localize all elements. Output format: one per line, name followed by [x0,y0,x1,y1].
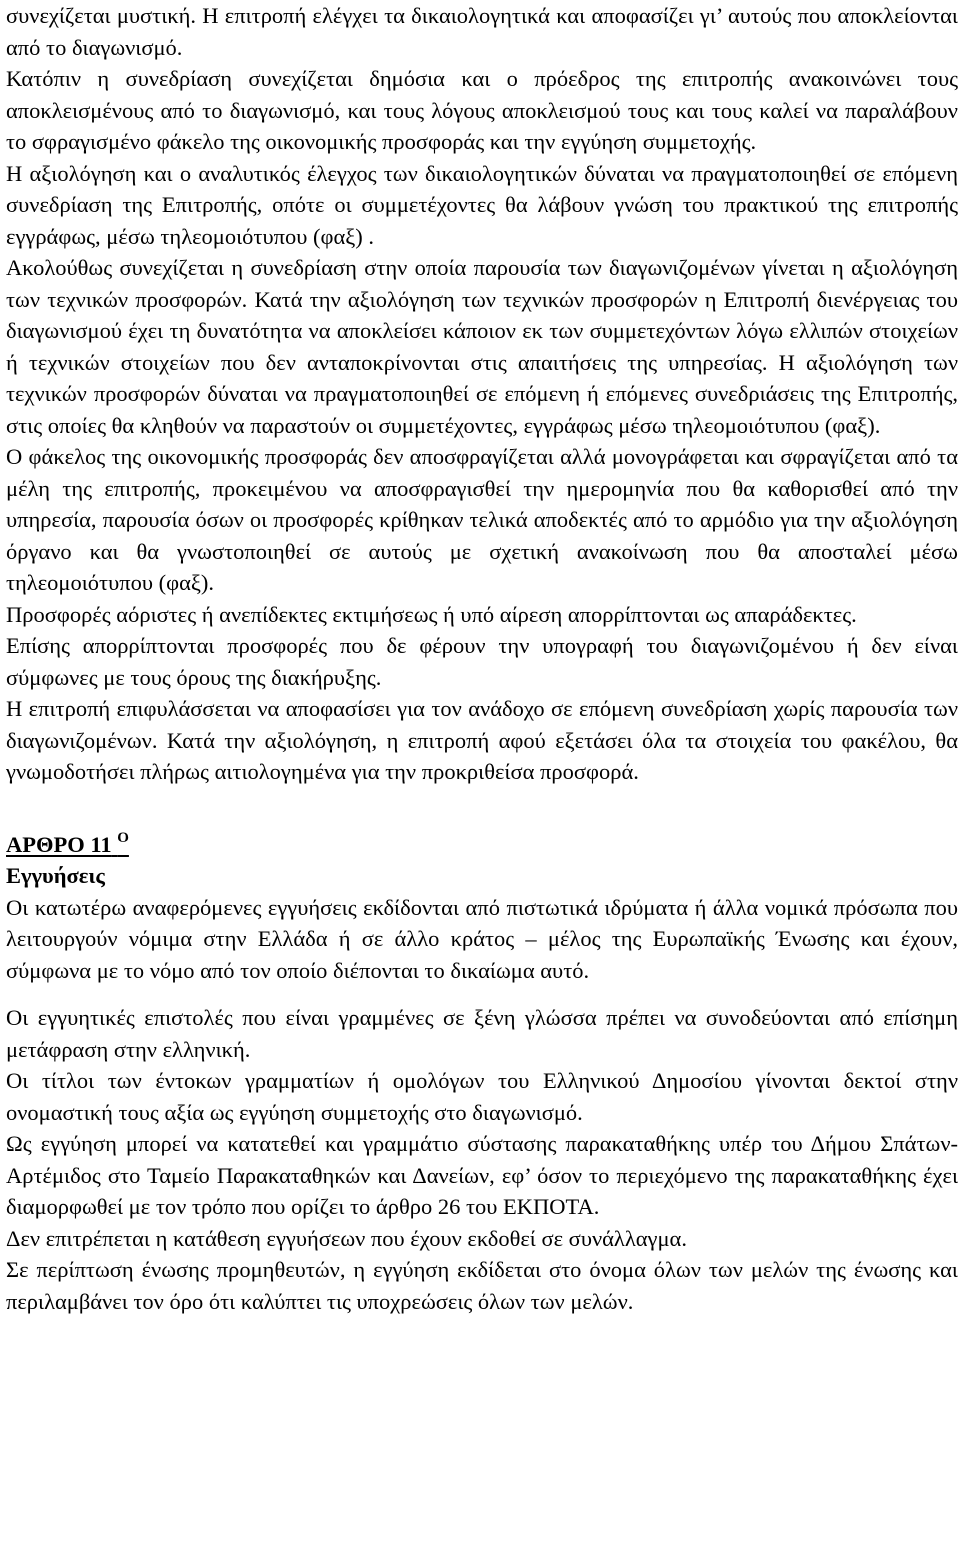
paragraph-foreign-language: Οι εγγυητικές επιστολές που είναι γραμμένες σε ξένη γλώσσα πρέπει να συνοδεύονται από επίσημη μετάφραση στην ελληνική. [6,1005,958,1062]
paragraph-deposit-note: Ως εγγύηση μπορεί να κατατεθεί και γραμμάτιο σύστασης παρακαταθήκης υπέρ του Δήμου Σπάτων-Αρτέμιδος στο Ταμείο Παρακαταθηκών και Δανείων, εφ’ όσον το περιεχόμενο της παρακαταθήκης έχει διαμορφωθεί με τον τρόπο που ορίζει το άρθρο 26 του ΕΚΠΟΤΑ. [6,1131,958,1219]
section-spacer [6,788,958,829]
paragraph-evaluation-documents: Η αξιολόγηση και ο αναλυτικός έλεγχος των δικαιολογητικών δύναται να πραγματοποιηθεί σε επόμενη συνεδρίαση της Επιτροπής, οπότε οι συμμετέχοντες θα λάβουν γνώση του πρακτικού της επιτροπής εγγράφως, μέσω τηλεομοιότυπου (φαξ) . [6,160,958,249]
paragraph-foreign-currency: Δεν επιτρέπεται η κατάθεση εγγυήσεων που έχουν εκδοθεί σε συνάλλαγμα. [6,1225,687,1251]
paragraph-supplier-union: Σε περίπτωση ένωσης προμηθευτών, η εγγύηση εκδίδεται στο όνομα όλων των μελών της ένωσης και περιλαμβάνει τον όρο ότι καλύπτει τις υποχρεώσεις όλων των μελών. [6,1257,958,1314]
article-heading-line [6,829,958,861]
paragraph-guarantee-issuers: Οι κατωτέρω αναφερόμενες εγγυήσεις εκδίδονται από πιστωτικά ιδρύματα ή άλλα νομικά πρόσωπα που λειτουργούν νόμιμα στην Ελλάδα ή σε άλλο κράτος – μέλος της Ευρωπαϊκής Ένωσης και έχουν, σύμφωνα με το νόμο από τον οποίο διέπονται το δικαίωμα αυτό. [6,894,958,983]
paragraph-technical-offers: Ακολούθως συνεχίζεται η συνεδρίαση στην οποία παρουσία των διαγωνιζομένων γίνεται η αξιολόγηση των τεχνικών προσφορών. Κατά την αξιολόγηση των τεχνικών προσφορών η Επιτροπή διενέργειας του διαγωνισμού έχει τη δυνατότητα να αποκλείσει κάποιον εκ των συμμετεχόντων λόγω ελλιπών στοιχείων ή τεχνικών στοιχείων που δεν ανταποκρίνονται στις απαιτήσεις της υπηρεσίας. Η αξιολόγηση των τεχνικών προσφορών δύναται να πραγματοποιηθεί σε επόμενη ή επόμενες συνεδριάσεις της Επιτροπής, στις οποίες θα κληθούν να παραστούν οι συμμετέχοντες, εγγράφως μέσω τηλεομοιότυπου (φαξ). [6,255,958,438]
paragraph-session-secret: συνεχίζεται μυστική. Η επιτροπή ελέγχει τα δικαιολογητικά και αποφασίζει γι’ αυτούς που αποκλείονται από το διαγωνισμό. [6,3,958,60]
document-page [6,0,958,1317]
paragraph-unsigned-offers: Επίσης απορρίπτονται προσφορές που δε φέρουν την υπογραφή του διαγωνιζομένου ή δεν είναι σύμφωνες με τους όρους της διακήρυξης. [6,633,958,690]
article-subheading: Εγγυήσεις [6,863,105,888]
paragraph-committee-decision: Η επιτροπή επιφυλάσσεται να αποφασίσει για τον ανάδοχο σε επόμενη συνεδρίαση χωρίς παρουσία των διαγωνιζομένων. Κατά την αξιολόγηση, η επιτροπή αφού εξετάσει όλα τα στοιχεία του φακέλου, θα γνωμοδοτήσει πλήρως αιτιολογημένα για την προκριθείσα προσφορά. [6,696,958,784]
paragraph-financial-envelope: Ο φάκελος της οικονομικής προσφοράς δεν αποσφραγίζεται αλλά μονογράφεται και σφραγίζεται από τα μέλη της επιτροπής, προκειμένου να αποσφραγισθεί την ημερομηνία που θα καθορισθεί από την υπηρεσία, παρουσία όσων οι προσφορές κρίθηκαν τελικά αποδεκτές από το αρμόδιο για την αξιολόγηση όργανο και θα γνωστοποιηθεί σε αυτούς με σχετική ανακοίνωση που θα αποσταλεί μέσω τηλεομοιότυπου (φαξ). [6,444,958,595]
article-heading-superscript: Ο [117,829,129,846]
paragraph-spacer [6,986,958,1002]
paragraph-public-session: Κατόπιν η συνεδρίαση συνεχίζεται δημόσια και ο πρόεδρος της επιτροπής ανακοινώνει τους αποκλεισμένους από το διαγωνισμό, και τους λόγους αποκλεισμού τους και τους καλεί να παραλάβουν το σφραγισμένο φάκελο της οικονομικής προσφοράς και την εγγύηση συμμετοχής. [6,66,958,154]
paragraph-vague-offers: Προσφορές αόριστες ή ανεπίδεκτες εκτιμήσεως ή υπό αίρεση απορρίπτονται ως απαράδεκτες. [6,601,857,627]
article-heading: ΑΡΘΡΟ 11 $^O$ [6,829,129,857]
paragraph-treasury-bills: Οι τίτλοι των έντοκων γραμματίων ή ομολόγων του Ελληνικού Δημοσίου γίνονται δεκτοί στην ονομαστική τους αξία ως εγγύηση συμμετοχής στο διαγωνισμό. [6,1068,958,1125]
